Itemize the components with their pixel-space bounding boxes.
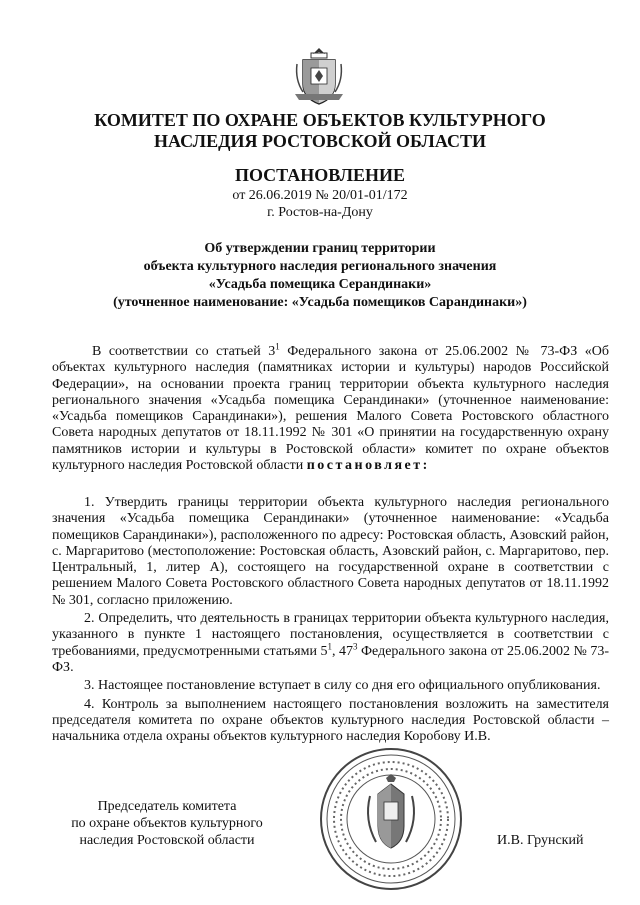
decree-item-1: 1. Утвердить границы территории объекта культурного наследия регионального значения «Усадьба помещика Серандинаки» (уточненное наименование: «Усадьба помещиков Сарандинаки»), расположенного по адресу: Ростовская область, Азовский район, с. Маргаритово (местоположение: Ростовская область, Азовский район, с. Маргаритово, пер. Центральный, 1, литер А), состоящего на государственной охране в соответствии с решением Малого Совета Ростовского областного Совета народных депутатов от 18.11.1992 № 301, согласно приложению. bbox=[52, 495, 609, 608]
decree-item-4: 4. Контроль за выполнением настоящего постановления возложить на заместителя председателя комитета по охране объектов культурного наследия Ростовской области – начальника отдела охраны объектов культурного наследия Коробову И.В. bbox=[52, 696, 609, 745]
item2-text-part3: Федерального закона от 25.06.2002 № 73-ФЗ. bbox=[52, 643, 610, 675]
preamble-superscript: 1 bbox=[275, 341, 280, 352]
decree-item-2 bbox=[52, 611, 609, 676]
signer-position-line2: по охране объектов культурного bbox=[71, 816, 263, 831]
signer-name: И.В. Грунский bbox=[497, 833, 584, 848]
issuing-authority bbox=[0, 110, 640, 152]
subject-line3: «Усадьба помещика Серандинаки» bbox=[208, 277, 432, 292]
signer-position bbox=[52, 798, 282, 849]
subject-line2: объекта культурного наследия регионального значения bbox=[143, 259, 497, 274]
document-date-number: от 26.06.2019 № 20/01-01/172 bbox=[232, 188, 408, 203]
item2-text-part2: , 47 bbox=[331, 643, 353, 659]
decree-items bbox=[52, 495, 609, 745]
preamble-text-part1: В соответствии со статьей 3 bbox=[92, 344, 276, 359]
preamble-text-part2: Федерального закона от 25.06.2002 № 73-ФЗ «Об объектах культурного наследия (памятниках истории и культуры) народов Российской Федерации», на основании проекта границ территории объекта культурного наследия регионального значения «Усадьба помещика Серандинаки» (уточненное наименование: «Усадьба помещиков Сарандинаки»), решения Малого Совета Ростовского областного Совета народных депутатов от 18.11.1992 № 301 «О принятии на государственную охрану памятников истории и культуры в Ростовской области» комитет по охране объектов культурного наследия Ростовской области bbox=[52, 344, 609, 474]
document-subject bbox=[0, 240, 640, 312]
rostov-oblast-coat-of-arms-icon bbox=[293, 44, 345, 108]
signer-position-line1: Председатель комитета bbox=[97, 799, 237, 814]
decree-item-3: 3. Настоящее постановление вступает в силу со дня его официального опубликования. bbox=[84, 678, 601, 694]
document-type: ПОСТАНОВЛЕНИЕ bbox=[234, 165, 406, 185]
decree-word: постановляет: bbox=[306, 458, 430, 474]
document-city: г. Ростов-на-Дону bbox=[267, 205, 373, 220]
subject-line4: (уточненное наименование: «Усадьба помещиков Сарандинаки») bbox=[113, 295, 527, 310]
item2-superscript1: 1 bbox=[327, 641, 332, 652]
signer-position-line3: наследия Ростовской области bbox=[79, 833, 255, 848]
item2-text-part1: 2. Определить, что деятельность в границах территории объекта культурного наследия, указанного в пункте 1 настоящего постановления, осуществляется в соответствии с требованиями, предусмотренными статьями 5 bbox=[52, 611, 609, 659]
issuing-authority-line1: КОМИТЕТ ПО ОХРАНЕ ОБЪЕКТОВ КУЛЬТУРНОГО bbox=[94, 110, 546, 130]
subject-line1: Об утверждении границ территории bbox=[204, 241, 436, 256]
issuing-authority-line2: НАСЛЕДИЯ РОСТОВСКОЙ ОБЛАСТИ bbox=[154, 131, 486, 151]
preamble-paragraph bbox=[52, 341, 609, 474]
item2-superscript2: 3 bbox=[353, 641, 358, 652]
official-round-seal-icon bbox=[316, 744, 466, 894]
